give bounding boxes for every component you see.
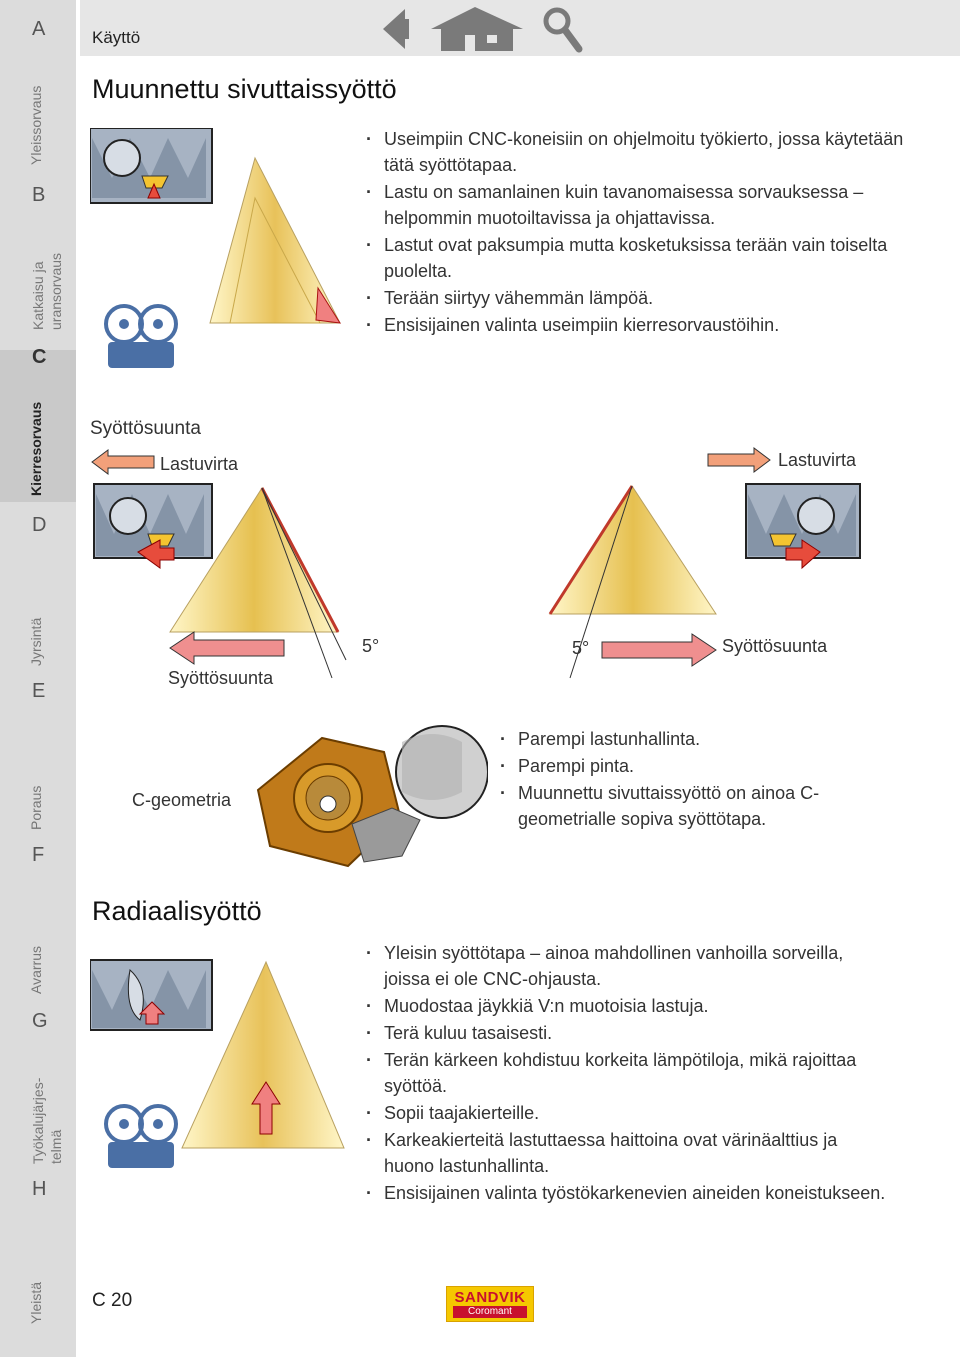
list-item: · Terän kärkeen kohdistuu korkeita lämpötiloja, mikä rajoittaa syöttöä. — [366, 1047, 886, 1099]
index-label-2: uransorvaus — [48, 252, 64, 330]
section1-bullets — [366, 126, 906, 339]
logo-text: SANDVIK — [454, 1289, 526, 1306]
index-label: Kierresorvaus — [28, 401, 44, 496]
index-letter: G — [32, 1010, 48, 1032]
video-camera-icon[interactable] — [102, 300, 182, 380]
left-chip-arrow — [90, 448, 156, 476]
index-label-2: telmä — [48, 1129, 64, 1164]
index-tab-f[interactable] — [0, 836, 76, 1002]
index-label: Katkaisu ja — [30, 261, 46, 330]
list-item: · Karkeakierteitä lastuttaessa haittoina ovat värinäalttius ja huono lastunhallinta. — [366, 1127, 886, 1179]
right-angle-label: 5° — [572, 638, 590, 658]
list-item: · Terään siirtyy vähemmän lämpöä. — [366, 285, 906, 311]
list-item: · Ensisijainen valinta useimpiin kierresorvaustöihin. — [366, 312, 906, 338]
index-label: Yleistä — [28, 1281, 44, 1324]
list-item: · Muodostaa jäykkiä V:n muotoisia lastuja. — [366, 993, 886, 1019]
right-feed-label: Syöttösuunta — [722, 636, 828, 656]
logo-subtext: Coromant — [453, 1306, 527, 1318]
home-icon[interactable] — [431, 7, 523, 51]
index-letter: D — [32, 514, 47, 536]
index-label: Jyrsintä — [28, 617, 44, 666]
list-item: · Yleisin syöttötapa – ainoa mahdollinen vanhoilla sorveilla, joissa ei ole CNC-ohjausta. — [366, 940, 886, 992]
index-letter: C — [32, 346, 47, 368]
left-feed-label: Syöttösuunta — [168, 668, 274, 688]
nav-icons — [375, 5, 585, 60]
c-geometry-label: C-geometria — [132, 790, 232, 810]
side-index — [0, 0, 76, 1357]
left-chip-label: Lastuvirta — [160, 454, 239, 474]
list-item: · Sopii taajakierteille. — [366, 1100, 886, 1126]
sandvik-coromant-logo — [446, 1286, 534, 1322]
right-feed-arrow — [598, 632, 718, 668]
section1-title: Muunnettu sivuttaissyöttö — [92, 74, 397, 104]
video-camera-icon[interactable] — [102, 1100, 182, 1180]
index-tab-b[interactable] — [0, 184, 76, 352]
list-item: · Terä kuluu tasaisesti. — [366, 1020, 886, 1046]
section2-bullets — [366, 940, 886, 1207]
section2-title: Radiaalisyöttö — [92, 896, 262, 926]
index-tab-a[interactable] — [0, 0, 76, 186]
left-feed-arrow — [168, 630, 288, 666]
index-tab-h[interactable] — [0, 1172, 76, 1357]
page-number: C 20 — [92, 1290, 133, 1311]
index-tab-g[interactable] — [0, 1000, 76, 1174]
back-arrow-icon[interactable] — [383, 9, 409, 49]
list-item: · Parempi pinta. — [500, 753, 870, 779]
list-item: · Lastut ovat paksumpia mutta kosketuksissa terään vain toiselta puolelta. — [366, 232, 906, 284]
right-chip-label: Lastuvirta — [778, 450, 857, 470]
index-tab-c[interactable] — [0, 346, 76, 504]
list-item: · Ensisijainen valinta työstökarkenevien aineiden koneistukseen. — [366, 1180, 886, 1206]
index-letter: E — [32, 680, 46, 702]
list-item: · Lastu on samanlainen kuin tavanomaisessa sorvauksessa – helpommin muotoiltavissa ja ohjattavissa. — [366, 179, 906, 231]
header-label: Käyttö — [92, 28, 141, 47]
index-tab-d[interactable] — [0, 502, 76, 674]
list-item: · Parempi lastunhallinta. — [500, 726, 870, 752]
right-chip-arrow — [706, 446, 772, 474]
left-angle-label: 5° — [362, 636, 380, 656]
index-letter: A — [32, 18, 46, 40]
index-letter: H — [32, 1178, 47, 1200]
index-letter: F — [32, 844, 45, 866]
list-item: · Useimpiin CNC-koneisiin on ohjelmoitu työkierto, jossa käytetään tätä syöttötapaa. — [366, 126, 906, 178]
index-label: Työkalujärjes- — [30, 1077, 46, 1164]
index-letter: B — [32, 184, 46, 206]
index-label: Poraus — [28, 785, 44, 830]
index-label: Avarrus — [28, 946, 44, 994]
c-geometry-bullets — [500, 726, 870, 833]
index-tab-e[interactable] — [0, 672, 76, 838]
search-icon[interactable] — [546, 10, 579, 49]
index-label: Yleissorvaus — [28, 85, 44, 165]
c-geometry-insert-illustration — [252, 724, 488, 878]
list-item: · Muunnettu sivuttaissyöttö on ainoa C-geometrialle sopiva syöttötapa. — [500, 780, 870, 832]
feed-diagram-heading: Syöttösuunta — [90, 418, 201, 439]
